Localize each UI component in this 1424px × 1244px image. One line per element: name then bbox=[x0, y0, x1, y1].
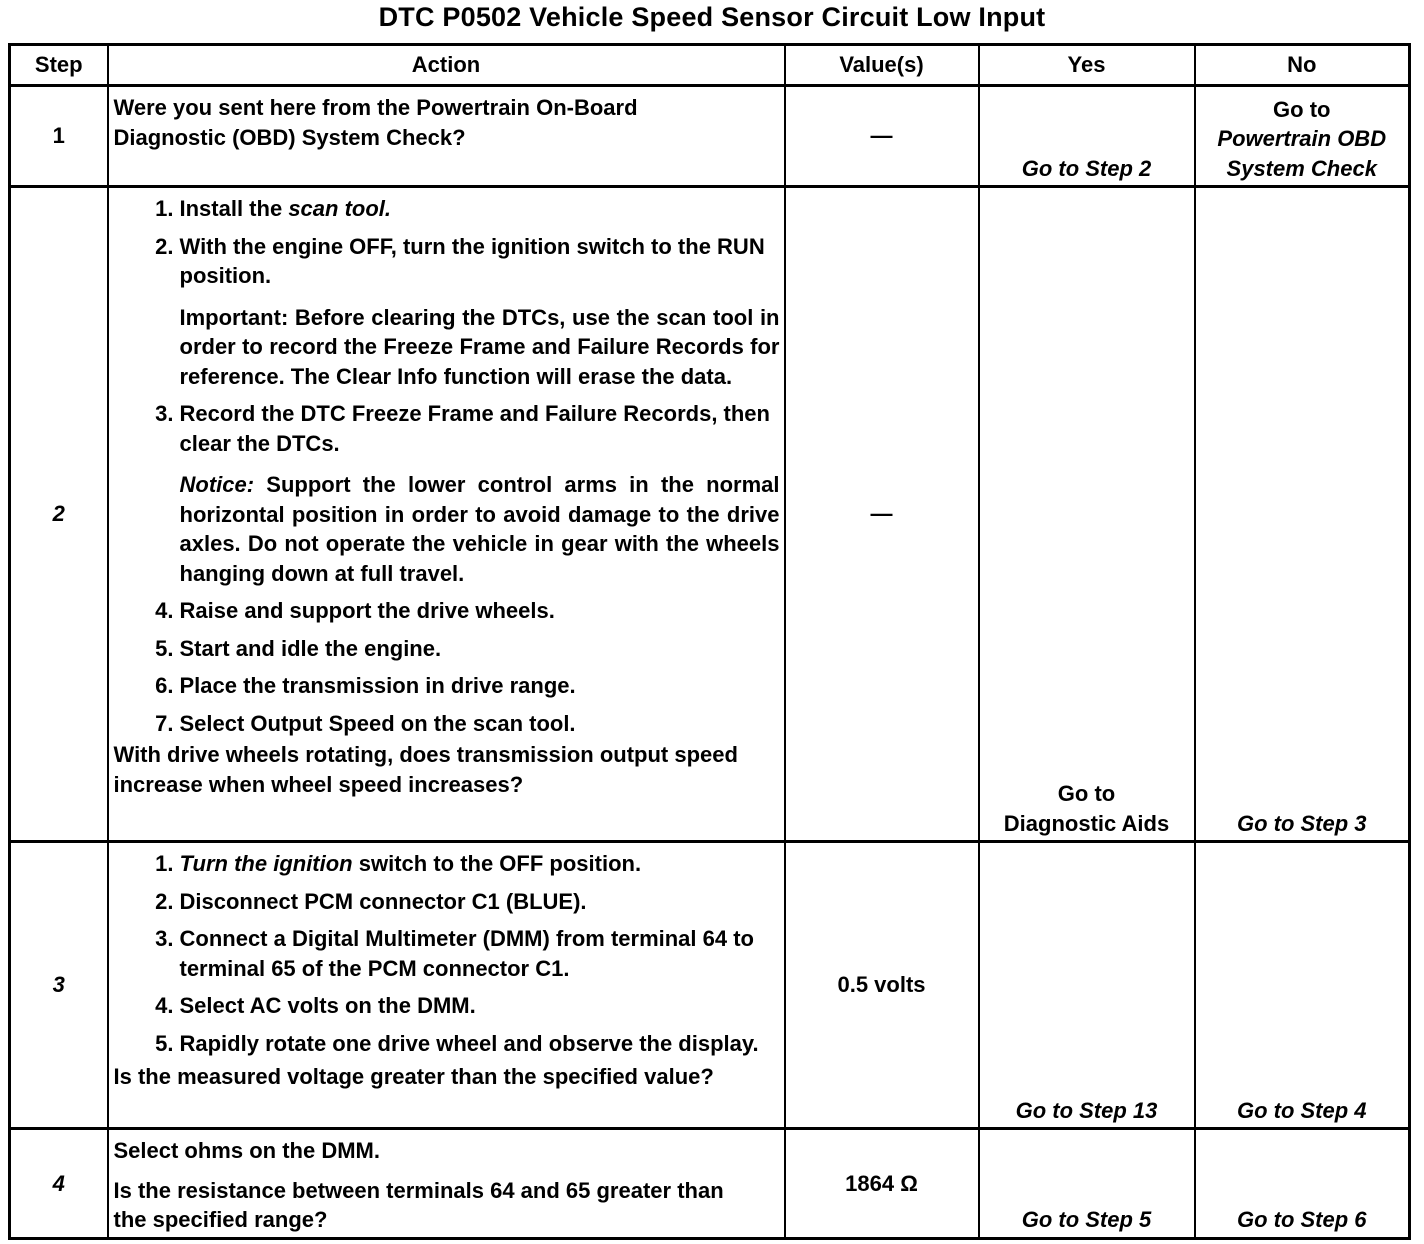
list-item: 1. Turn the ignition switch to the OFF position. bbox=[155, 851, 642, 876]
yes-link[interactable]: Diagnostic Aids bbox=[1003, 810, 1170, 836]
yes-link[interactable]: Go to Step 5 bbox=[979, 1129, 1195, 1239]
page-title: DTC P0502 Vehicle Speed Sensor Circuit Low Input bbox=[378, 2, 1046, 32]
value-cell: 0.5 volts bbox=[785, 842, 979, 1129]
action-cell bbox=[108, 187, 785, 842]
action-cell bbox=[108, 86, 785, 187]
list-item: 4. Raise and support the drive wheels. bbox=[155, 598, 555, 623]
table-row-step-1 bbox=[10, 86, 1410, 187]
header-no: No bbox=[1195, 45, 1410, 86]
action-steps-list bbox=[114, 596, 780, 738]
yes-link[interactable]: Go to Step 13 bbox=[979, 842, 1195, 1129]
action-question: With drive wheels rotating, does transmission output speed increase when wheel speed increases? bbox=[113, 742, 738, 797]
header-step: Step bbox=[10, 45, 108, 86]
action-question: Is the measured voltage greater than the specified value? bbox=[113, 1064, 714, 1089]
list-item: 3. Record the DTC Freeze Frame and Failure Records, then clear the DTCs. bbox=[155, 401, 770, 456]
action-steps-list bbox=[114, 194, 780, 291]
table-row-step-2 bbox=[10, 187, 1410, 842]
list-item: 1. Install the scan tool. bbox=[155, 196, 391, 221]
action-question: Is the resistance between terminals 64 and 65 greater than the specified range? bbox=[113, 1177, 724, 1232]
action-instruction: Select ohms on the DMM. bbox=[113, 1138, 380, 1163]
header-yes: Yes bbox=[979, 45, 1195, 86]
table-row-step-3 bbox=[10, 842, 1410, 1129]
step-number: 4 bbox=[10, 1129, 108, 1239]
step-number: 3 bbox=[10, 842, 108, 1129]
step-number: 1 bbox=[10, 86, 108, 187]
list-item: 2. Disconnect PCM connector C1 (BLUE). bbox=[155, 888, 587, 914]
no-cell bbox=[1195, 86, 1410, 187]
list-item: 2. With the engine OFF, turn the ignition switch to the RUN position. bbox=[155, 233, 765, 288]
notice-note: Notice: Support the lower control arms in the normal horizontal position in order to avoid damage to the drive axles. Do not operate the vehicle in gear with the wheels hanging down at full travel. bbox=[179, 472, 780, 586]
header-action: Action bbox=[108, 45, 785, 86]
list-item: 5. Rapidly rotate one drive wheel and observe the display. bbox=[155, 1030, 759, 1056]
list-item: 4. Select AC volts on the DMM. bbox=[155, 993, 476, 1018]
action-cell bbox=[108, 842, 785, 1129]
action-steps-list bbox=[114, 399, 780, 458]
list-item: 5. Start and idle the engine. bbox=[155, 635, 442, 661]
step-number: 2 bbox=[10, 187, 108, 842]
yes-link-prefix: Go to bbox=[1057, 781, 1116, 806]
diagnostic-table bbox=[8, 43, 1411, 1240]
value-cell: 1864 Ω bbox=[785, 1129, 979, 1239]
important-note: Important: Before clearing the DTCs, use the scan tool in order to record the Freeze Frame and Failure Records for reference. The Clear Info function will erase the data. bbox=[179, 304, 780, 389]
list-item: 6. Place the transmission in drive range. bbox=[155, 673, 576, 698]
no-link[interactable]: Go to Step 3 bbox=[1195, 187, 1410, 842]
action-steps-list bbox=[114, 849, 780, 1058]
no-link-prefix: Go to bbox=[1273, 96, 1331, 122]
header-values: Value(s) bbox=[785, 45, 979, 86]
list-item: 7. Select Output Speed on the scan tool. bbox=[155, 710, 576, 736]
value-cell: — bbox=[785, 187, 979, 842]
no-link[interactable]: Go to Step 4 bbox=[1195, 842, 1410, 1129]
action-cell bbox=[108, 1129, 785, 1239]
no-link[interactable]: Powertrain OBD System Check bbox=[1217, 126, 1387, 181]
value-cell: — bbox=[785, 86, 979, 187]
no-link[interactable]: Go to Step 6 bbox=[1195, 1129, 1410, 1239]
list-item: 3. Connect a Digital Multimeter (DMM) from terminal 64 to terminal 65 of the PCM connector C1. bbox=[155, 926, 754, 981]
table-header-row bbox=[10, 45, 1410, 86]
table-row-step-4 bbox=[10, 1129, 1410, 1239]
yes-link[interactable]: Go to Step 2 bbox=[979, 86, 1195, 187]
yes-cell bbox=[979, 187, 1195, 842]
action-question: Were you sent here from the Powertrain On-Board Diagnostic (OBD) System Check? bbox=[113, 95, 638, 150]
